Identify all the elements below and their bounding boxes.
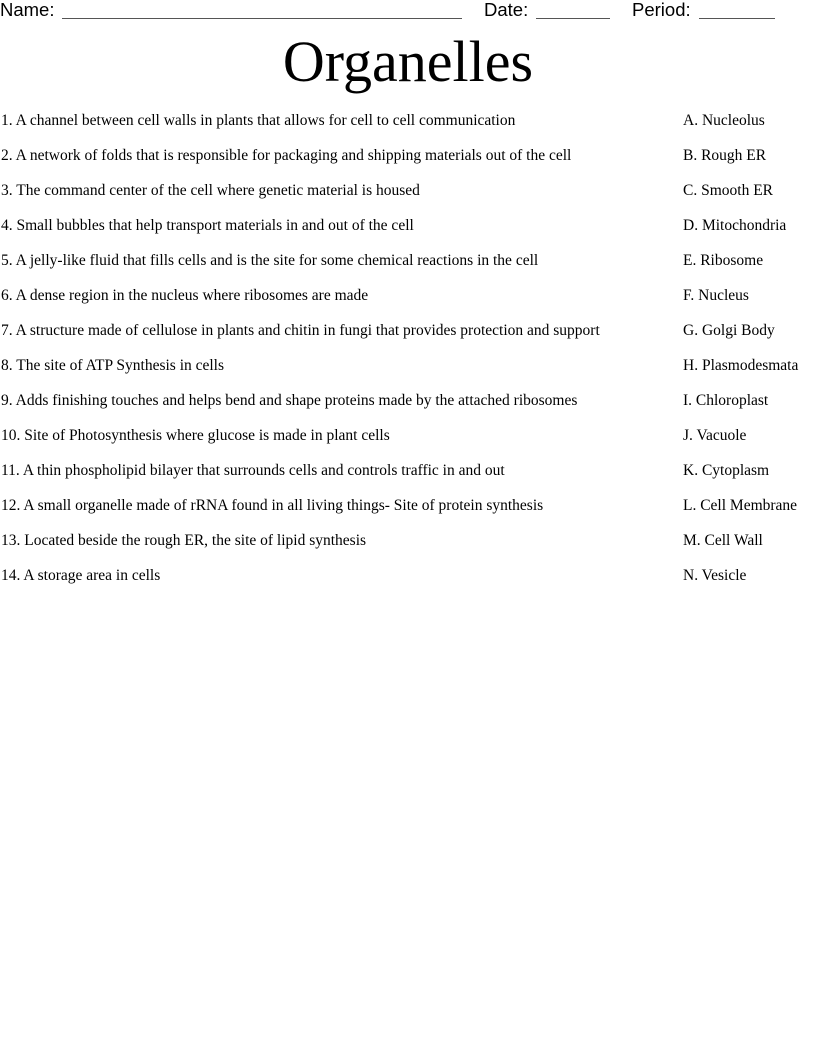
answer-option: G. Golgi Body xyxy=(683,322,775,339)
answer-option: H. Plasmodesmata xyxy=(683,357,799,374)
date-label: Date: xyxy=(484,0,529,20)
clue-text: 2. A network of folds that is responsible for packaging and shipping materials out of the cell xyxy=(1,147,572,164)
matching-row xyxy=(0,565,816,587)
matching-row xyxy=(0,180,816,202)
matching-row xyxy=(0,425,816,447)
date-blank[interactable] xyxy=(536,18,610,19)
period-blank[interactable] xyxy=(699,18,775,19)
matching-row xyxy=(0,320,816,342)
page-title: Organelles xyxy=(282,29,534,94)
answer-option: I. Chloroplast xyxy=(683,392,769,409)
clue-text: 4. Small bubbles that help transport materials in and out of the cell xyxy=(1,217,414,234)
clue-text: 8. The site of ATP Synthesis in cells xyxy=(1,357,225,374)
matching-row xyxy=(0,355,816,377)
answer-option: N. Vesicle xyxy=(683,567,747,584)
clue-text: 14. A storage area in cells xyxy=(1,567,161,584)
answer-option: E. Ribosome xyxy=(683,252,764,269)
name-blank[interactable] xyxy=(62,18,462,19)
clue-text: 5. A jelly-like fluid that fills cells and is the site for some chemical reactions in the cell xyxy=(1,252,539,269)
answer-option: J. Vacuole xyxy=(683,427,747,444)
matching-row xyxy=(0,215,816,237)
matching-row xyxy=(0,250,816,272)
clue-text: 3. The command center of the cell where genetic material is housed xyxy=(1,182,420,199)
answer-option: M. Cell Wall xyxy=(683,532,763,549)
answer-option: F. Nucleus xyxy=(683,287,749,304)
name-label: Name: xyxy=(0,0,55,20)
matching-row xyxy=(0,145,816,167)
matching-row xyxy=(0,390,816,412)
clue-text: 11. A thin phospholipid bilayer that surrounds cells and controls traffic in and out xyxy=(1,462,505,479)
clue-text: 13. Located beside the rough ER, the site of lipid synthesis xyxy=(1,532,367,549)
answer-option: D. Mitochondria xyxy=(683,217,787,234)
answer-option: L. Cell Membrane xyxy=(683,497,798,514)
answer-option: K. Cytoplasm xyxy=(683,462,770,479)
clue-text: 1. A channel between cell walls in plants that allows for cell to cell communication xyxy=(1,112,516,129)
clue-text: 9. Adds finishing touches and helps bend and shape proteins made by the attached ribosomes xyxy=(1,392,578,409)
matching-list xyxy=(0,110,816,600)
period-label: Period: xyxy=(632,0,691,20)
matching-row xyxy=(0,495,816,517)
clue-text: 7. A structure made of cellulose in plants and chitin in fungi that provides protection and support xyxy=(1,322,600,339)
matching-row xyxy=(0,530,816,552)
clue-text: 10. Site of Photosynthesis where glucose is made in plant cells xyxy=(1,427,390,444)
matching-row xyxy=(0,460,816,482)
matching-row xyxy=(0,285,816,307)
worksheet-header xyxy=(0,0,816,24)
answer-option: A. Nucleolus xyxy=(683,112,765,129)
matching-row xyxy=(0,110,816,132)
clue-text: 12. A small organelle made of rRNA found in all living things- Site of protein synthesis xyxy=(1,497,544,514)
answer-option: B. Rough ER xyxy=(683,147,767,164)
clue-text: 6. A dense region in the nucleus where ribosomes are made xyxy=(1,287,369,304)
answer-option: C. Smooth ER xyxy=(683,182,774,199)
